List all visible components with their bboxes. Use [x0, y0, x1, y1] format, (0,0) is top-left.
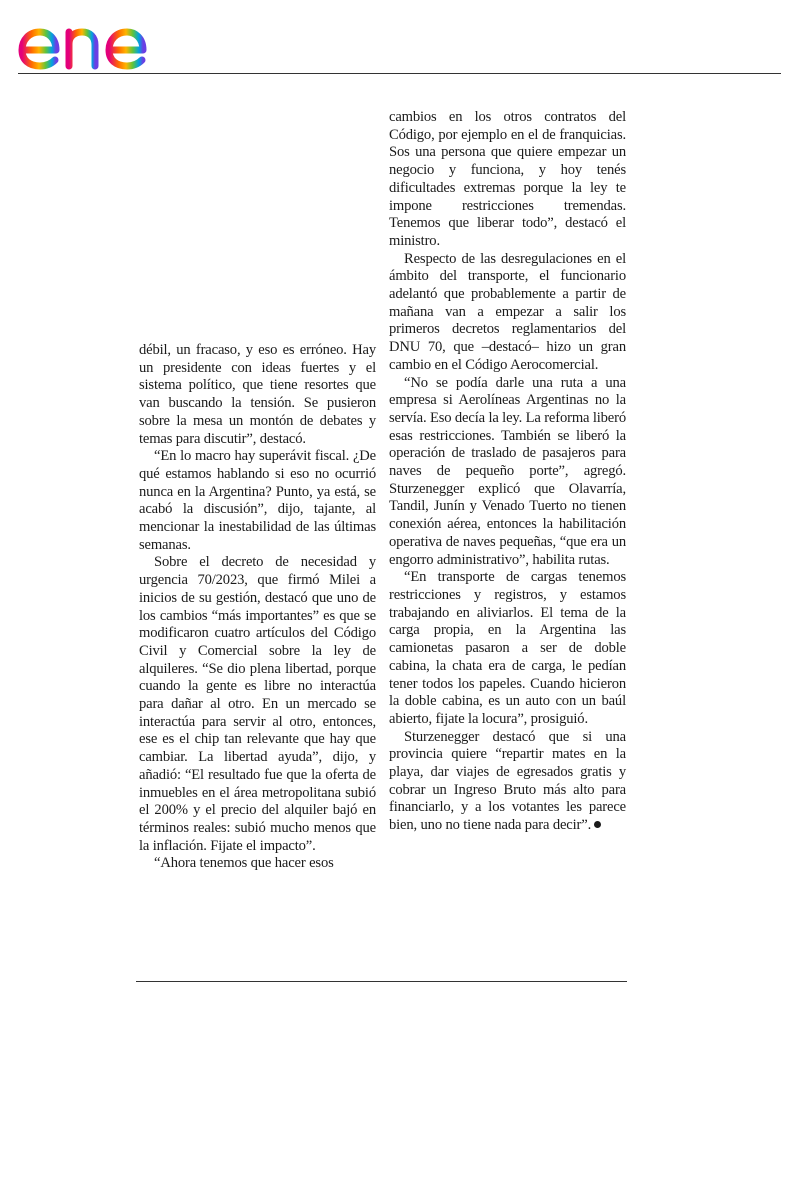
paragraph: Sobre el decreto de necesidad y urgencia 70/2023, que firmó Milei a inicios de su gestión, destacó que uno de los cambios “más importantes” es que se modificaron cuatro artículos del Código Civil y Comercial sobre la ley de alquileres. “Se dio plena libertad, porque cuando la gente es libre no interactúa para dañar al otro. En un mercado se interactúa para servir al otro, entonces, ese es el chip tan relevante que hay que cambiar. La libertad ayuda”, dijo, y añadió: “El resultado fue que la oferta de inmuebles en el área metropolitana subió el 200% y el precio del alquiler bajó en términos reales: subió mucho menos que la inflación. Fijate el impacto”.	[139, 554, 376, 854]
footer-divider	[136, 981, 627, 982]
header-divider	[18, 73, 781, 74]
logo-text: enel	[16, 8, 18, 9]
paragraph-final	[389, 729, 626, 835]
paragraph: Respecto de las desregulaciones en el ámbito del transporte, el funcionario adelantó que probablemente a partir de mañana van a empezar a salir los primeros decretos reglamentarios del DNU 70, que –destacó– hizo un gran cambio en el Código Aerocomercial.	[389, 250, 626, 373]
paragraph: cambios en los otros contratos del Código, por ejemplo en el de franquicias. Sos una persona que quiere empezar un negocio y funciona, y hoy tenés dificultades extremas porque la ley te impone restricciones tremendas. Tenemos que liberar todo”, destacó el ministro.	[389, 109, 626, 249]
enel-logo	[16, 8, 181, 70]
paragraph: débil, un fracaso, y eso es erróneo. Hay un presidente con ideas fuertes y el sistema político, que tiene resortes que van buscando la tensión. Se pusieron sobre la mesa un montón de debates y temas para discutir”, destacó.	[139, 342, 376, 447]
paragraph: “En lo macro hay superávit fiscal. ¿De qué estamos hablando si eso no ocurrió nunca en la Argentina? Punto, ya está, se acabó la discusión”, dijo, tajante, al mencionar la inestabilidad de las últimas semanas.	[139, 448, 376, 553]
paragraph: “En transporte de cargas tenemos restricciones y registros, y estamos trabajando en aliviarlos. El tema de la carga propia, en la Argentina las camionetas pasaron a ser de doble cabina, la chata era de carga, le pedían tener todos los papeles. Cuando hicieron la doble cabina, es un auto con un baúl abierto, fijate la locura”, prosiguió.	[389, 569, 626, 727]
article-column-right	[389, 109, 626, 835]
paragraph: “Ahora tenemos que hacer esos	[154, 855, 334, 872]
end-of-article-bullet	[594, 821, 601, 828]
article-column-left	[139, 342, 376, 873]
paragraph-final-text: Sturzenegger destacó que si una provincia quiere “repartir mates en la playa, dar viajes de egresados gratis y cobrar un Ingreso Bruto más alto para financiarlo, y a los votantes les parece bien, uno no tiene nada para decir”.	[389, 728, 626, 834]
paragraph: “No se podía darle una ruta a una empresa si Aerolíneas Argentinas no la servía. Eso decía la ley. La reforma liberó esas restricciones. También se liberó la operación de traslado de pasajeros para naves de pequeño porte”, agregó. Sturzenegger explicó que Olavarría, Tandil, Junín y Venado Tuerto no tienen conexión aérea, entonces la habilitación operativa de naves pequeñas, “que era un engorro administrativo”, habilita rutas.	[389, 374, 626, 568]
